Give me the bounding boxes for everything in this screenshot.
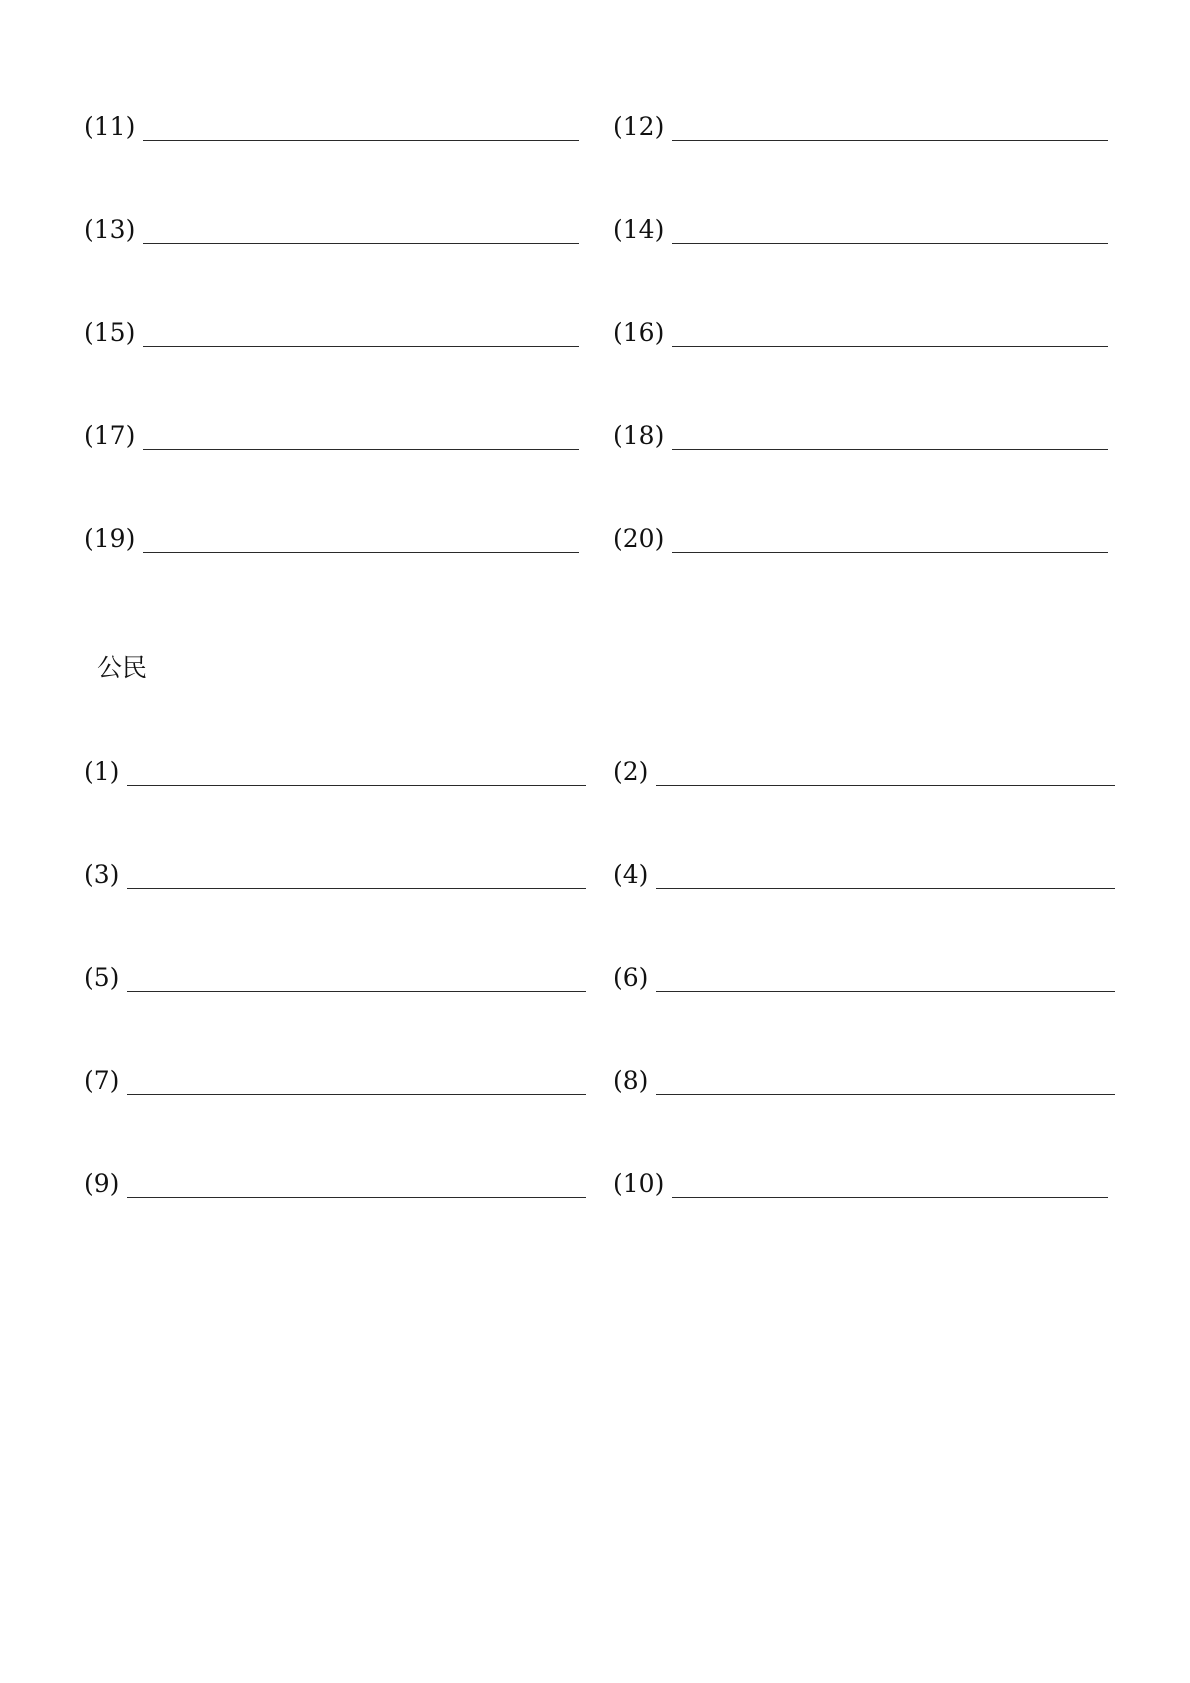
answer-row-c8 [613, 1055, 1115, 1095]
answer-field-20[interactable] [672, 552, 1108, 553]
answer-field-c3[interactable] [127, 888, 586, 889]
answer-field-13[interactable] [143, 243, 579, 244]
answer-row-c5 [84, 952, 586, 992]
answer-label-c9: (9) [84, 1169, 120, 1198]
answer-label-16: (16) [613, 318, 665, 347]
answer-row-11 [84, 101, 579, 141]
answer-field-c5[interactable] [127, 991, 586, 992]
answer-row-c3 [84, 849, 586, 889]
answer-row-c10 [613, 1158, 1108, 1198]
answer-field-c6[interactable] [656, 991, 1115, 992]
answer-field-c2[interactable] [656, 785, 1115, 786]
answer-row-19 [84, 513, 579, 553]
answer-field-14[interactable] [672, 243, 1108, 244]
answer-row-c4 [613, 849, 1115, 889]
answer-field-18[interactable] [672, 449, 1108, 450]
answer-label-c3: (3) [84, 860, 120, 889]
answer-label-14: (14) [613, 215, 665, 244]
answer-field-c10[interactable] [672, 1197, 1108, 1198]
answer-label-12: (12) [613, 112, 665, 141]
answer-label-11: (11) [84, 112, 136, 141]
answer-row-c1 [84, 746, 586, 786]
answer-label-20: (20) [613, 524, 665, 553]
answer-label-c6: (6) [613, 963, 649, 992]
answer-row-c6 [613, 952, 1115, 992]
answer-field-c8[interactable] [656, 1094, 1115, 1095]
answer-label-c10: (10) [613, 1169, 665, 1198]
answer-label-c8: (8) [613, 1066, 649, 1095]
answer-label-17: (17) [84, 421, 136, 450]
answer-label-c5: (5) [84, 963, 120, 992]
answer-row-c2 [613, 746, 1115, 786]
answer-field-c9[interactable] [127, 1197, 586, 1198]
answer-row-16 [613, 307, 1108, 347]
answer-field-c4[interactable] [656, 888, 1115, 889]
answer-field-15[interactable] [143, 346, 579, 347]
answer-label-c4: (4) [613, 860, 649, 889]
answer-field-11[interactable] [143, 140, 579, 141]
answer-row-12 [613, 101, 1108, 141]
answer-row-15 [84, 307, 579, 347]
answer-row-c9 [84, 1158, 586, 1198]
answer-field-c1[interactable] [127, 785, 586, 786]
answer-row-c7 [84, 1055, 586, 1095]
answer-label-18: (18) [613, 421, 665, 450]
answer-field-19[interactable] [143, 552, 579, 553]
answer-label-13: (13) [84, 215, 136, 244]
answer-field-16[interactable] [672, 346, 1108, 347]
answer-field-c7[interactable] [127, 1094, 586, 1095]
answer-label-19: (19) [84, 524, 136, 553]
answer-label-c1: (1) [84, 757, 120, 786]
answer-row-14 [613, 204, 1108, 244]
answer-row-17 [84, 410, 579, 450]
answer-label-c2: (2) [613, 757, 649, 786]
answer-field-17[interactable] [143, 449, 579, 450]
section-heading-civics: 公民 [97, 653, 148, 682]
answer-label-c7: (7) [84, 1066, 120, 1095]
answer-row-13 [84, 204, 579, 244]
answer-row-18 [613, 410, 1108, 450]
answer-row-20 [613, 513, 1108, 553]
answer-label-15: (15) [84, 318, 136, 347]
answer-field-12[interactable] [672, 140, 1108, 141]
